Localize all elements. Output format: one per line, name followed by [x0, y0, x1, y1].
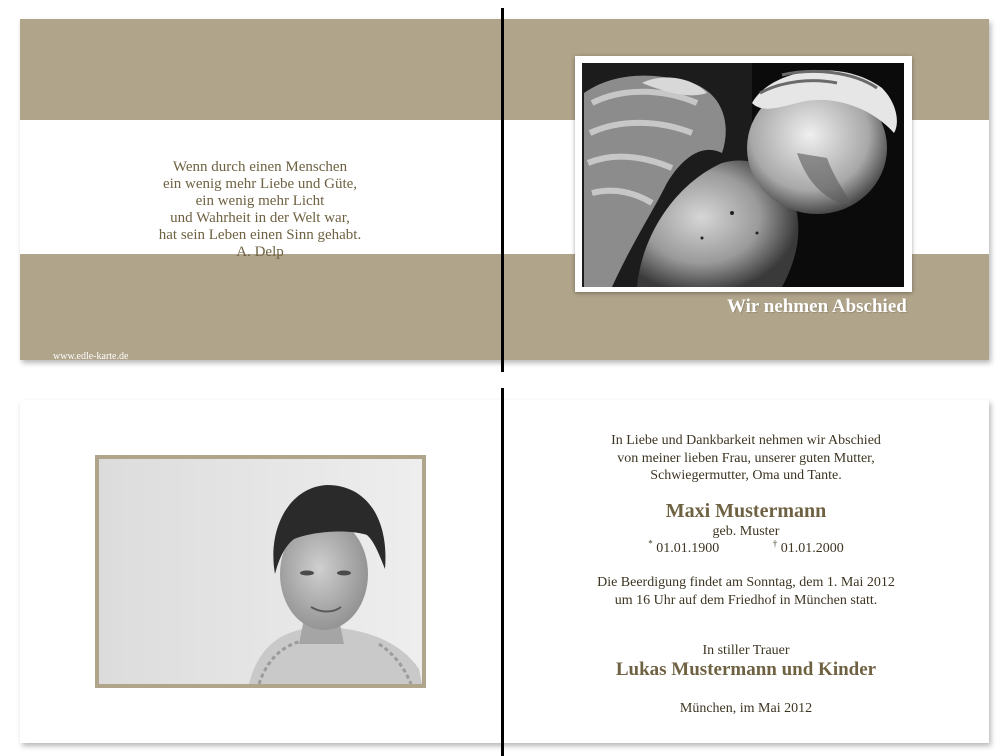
fold-line-bottom	[501, 388, 504, 756]
quote-line: ein wenig mehr Licht	[195, 193, 325, 209]
funeral-line: Die Beerdigung findet am Sonntag, dem 1. Mai 2012	[597, 575, 895, 590]
death-date-group	[772, 538, 844, 557]
birth-date-group	[648, 538, 720, 557]
card-headline: Wir nehmen Abschied	[727, 296, 907, 317]
intro-line: Schwiegermutter, Oma und Tante.	[650, 468, 842, 483]
angel-photo-frame	[575, 56, 912, 292]
woman-portrait-photo	[99, 459, 422, 684]
quote-line: und Wahrheit in der Welt war,	[170, 210, 350, 226]
birth-star-icon: *	[648, 538, 653, 549]
quote-line: Wenn durch einen Menschen	[172, 159, 348, 175]
life-dates	[504, 538, 988, 557]
quote-line: hat sein Leben einen Sinn gehabt.	[158, 227, 362, 243]
quote-author: A. Delp	[236, 244, 284, 260]
death-date: 01.01.2000	[780, 541, 844, 556]
farewell-intro	[504, 432, 988, 485]
death-cross-icon: †	[772, 538, 778, 549]
portrait-photo-area	[99, 459, 422, 684]
funeral-info	[504, 574, 988, 610]
birth-name: geb. Muster	[712, 524, 780, 539]
quote-line: ein wenig mehr Liebe und Güte,	[162, 176, 358, 192]
deceased-name: Maxi Mustermann	[665, 500, 827, 522]
website-url[interactable]: www.edle-karte.de	[53, 351, 129, 360]
fold-line-top	[501, 8, 504, 372]
intro-line: In Liebe und Dankbarkeit nehmen wir Abschied	[611, 433, 881, 448]
portrait-frame	[95, 455, 426, 688]
mourners-name: Lukas Mustermann und Kinder	[615, 659, 877, 680]
mourning-line: In stiller Trauer	[702, 643, 790, 658]
intro-line: von meiner lieben Frau, unserer guten Mutter,	[617, 450, 875, 466]
memorial-quote	[20, 159, 500, 261]
angel-statue-photo	[582, 63, 904, 287]
funeral-line: um 16 Uhr auf dem Friedhof in München statt.	[614, 593, 878, 608]
birth-date: 01.01.1900	[656, 541, 720, 556]
card-front	[20, 19, 989, 360]
place-date: München, im Mai 2012	[679, 701, 813, 716]
